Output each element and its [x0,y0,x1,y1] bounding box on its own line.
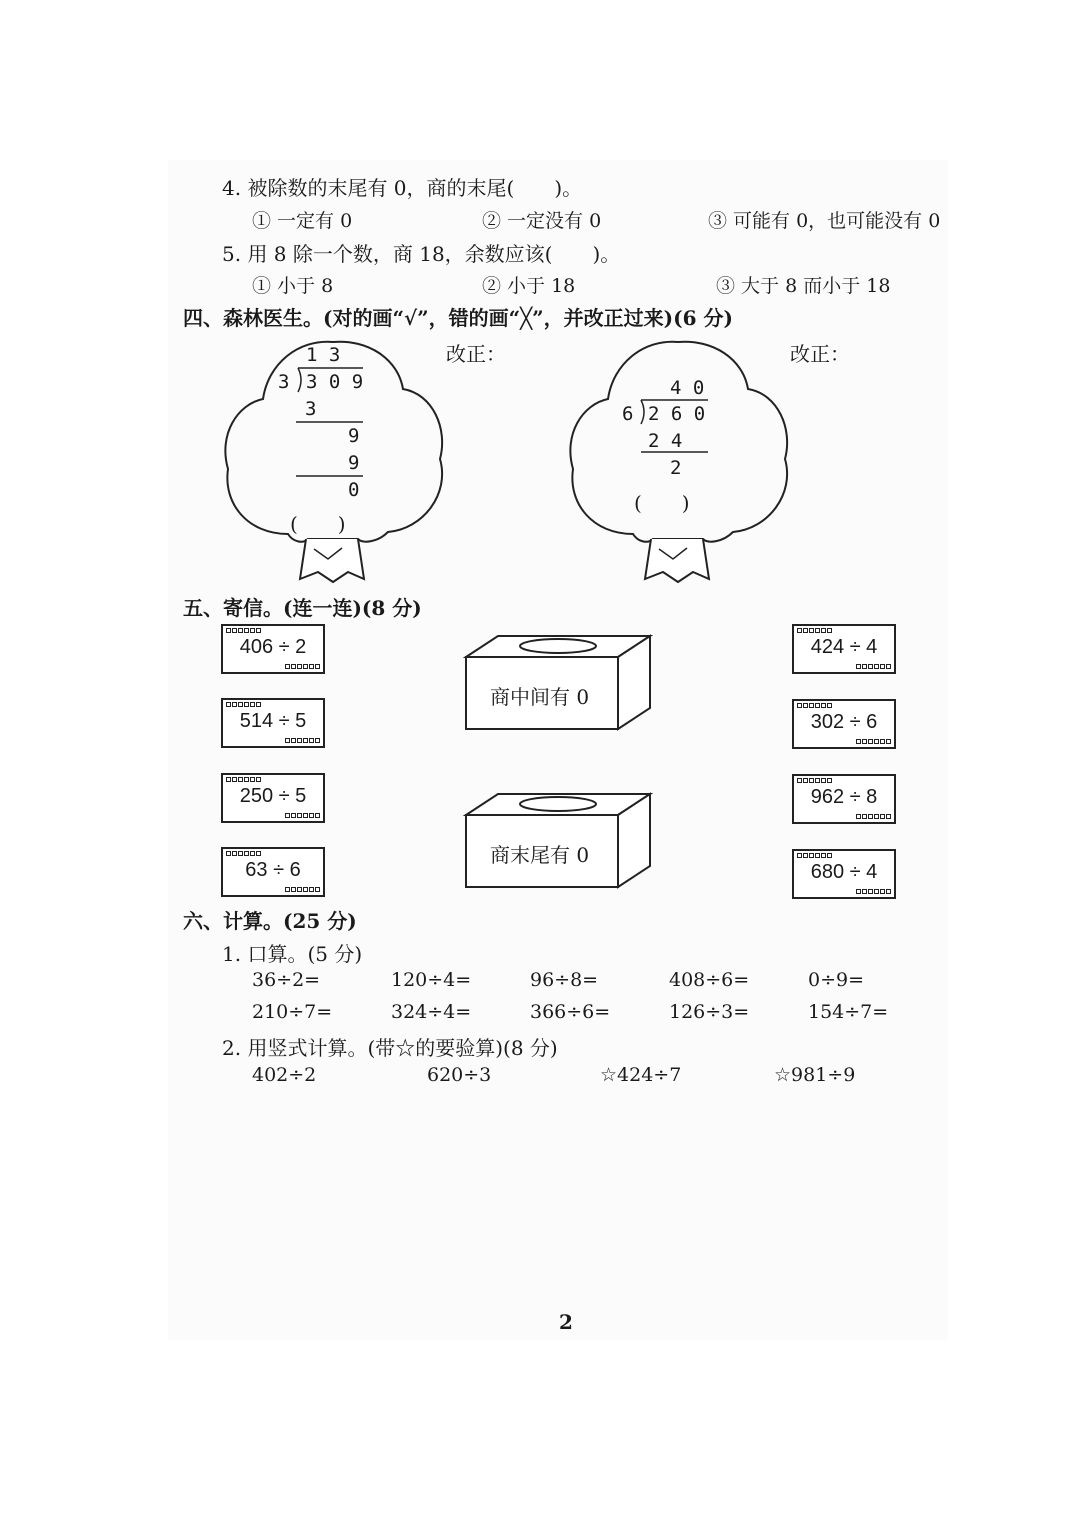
tree1-step-3: 9 [348,452,360,474]
mailbox-2-label: 商末尾有 0 [490,843,590,867]
mental-math-item[interactable]: 154÷7= [808,1001,889,1023]
stamp-box-icon [285,813,320,819]
stamp-box-icon [797,628,832,634]
letter-card-left-1[interactable] [221,624,325,674]
vertical-calc-item[interactable]: ☆981÷9 [774,1064,856,1086]
vertical-calc-item[interactable]: 620÷3 [427,1064,492,1086]
q4-option-2[interactable]: ② 一定没有 0 [482,210,602,232]
tree1-correction-label: 改正： [446,342,506,366]
vertical-calc-item[interactable]: ☆424÷7 [600,1064,682,1086]
q4-option-1[interactable]: ① 一定有 0 [252,210,353,232]
tree2-correction-label: 改正： [790,342,850,366]
letter-expression: 424 ÷ 4 [810,636,878,658]
page-number: 2 [559,1310,573,1334]
mental-math-item[interactable]: 96÷8= [530,969,599,991]
mental-math-item[interactable]: 0÷9= [808,969,865,991]
mental-math-item[interactable]: 36÷2= [252,969,321,991]
letter-card-right-1[interactable] [792,624,896,674]
letter-card-left-4[interactable] [221,847,325,897]
mental-math-item[interactable]: 126÷3= [669,1001,750,1023]
letter-expression: 302 ÷ 6 [810,711,878,733]
tree1-step-4: 0 [348,479,360,501]
vertical-calc-item[interactable]: 402÷2 [252,1064,317,1086]
mental-math-item[interactable]: 366÷6= [530,1001,611,1023]
letter-card-left-3[interactable] [221,773,325,823]
section-4-title: 四、森林医生。(对的画“√”，错的画“╳”，并改正过来)(6 分) [183,306,733,330]
q4-option-3[interactable]: ③ 可能有 0，也可能没有 0 [708,210,941,232]
stamp-box-icon [226,702,261,708]
stamp-box-icon [856,664,891,670]
tree1-divisor: 3 [278,371,290,393]
letter-card-right-4[interactable] [792,849,896,899]
section-5-title: 五、寄信。(连一连)(8 分) [183,596,422,620]
stamp-box-icon [856,739,891,745]
tree1-answer-blank[interactable]: ( ) [290,512,346,536]
mental-math-title: 1. 口算。(5 分) [222,942,363,966]
section-6-title: 六、计算。(25 分) [183,909,357,933]
tree1-step-1: 3 [305,398,317,420]
stamp-box-icon [285,887,320,893]
letter-card-right-2[interactable] [792,699,896,749]
stamp-box-icon [285,664,320,670]
letter-expression: 406 ÷ 2 [239,636,307,658]
tree1-step-2: 9 [348,425,360,447]
stamp-box-icon [285,738,320,744]
tree2-dividend: 2 6 0 [648,403,706,425]
letter-expression: 250 ÷ 5 [239,785,307,807]
question-5: 5. 用 8 除一个数，商 18，余数应该( )。 [222,242,621,266]
tree1-dividend: 3 0 9 [306,371,364,393]
stamp-box-icon [226,851,261,857]
letter-card-right-3[interactable] [792,774,896,824]
mailbox-1-label: 商中间有 0 [490,685,590,709]
stamp-box-icon [856,889,891,895]
mental-math-item[interactable]: 324÷4= [391,1001,472,1023]
mental-math-item[interactable]: 408÷6= [669,969,750,991]
tree2-quotient: 4 0 [670,377,705,399]
stamp-box-icon [226,628,261,634]
stamp-box-icon [797,853,832,859]
tree2-answer-blank[interactable]: ( ) [634,491,690,515]
vertical-calc-title: 2. 用竖式计算。(带☆的要验算)(8 分) [222,1036,558,1060]
mental-math-item[interactable]: 210÷7= [252,1001,333,1023]
tree2-step-2: 2 [670,457,682,479]
mental-math-item[interactable]: 120÷4= [391,969,472,991]
tree2-divisor: 6 [622,403,634,425]
q5-option-2[interactable]: ② 小于 18 [482,275,576,297]
tree2-step-1: 2 4 [648,430,683,452]
letter-expression: 63 ÷ 6 [245,859,301,881]
question-4: 4. 被除数的末尾有 0，商的末尾( )。 [222,176,583,200]
stamp-box-icon [856,814,891,820]
stamp-box-icon [226,777,261,783]
stamp-box-icon [797,703,832,709]
tree1-quotient: 1 3 [306,344,341,366]
letter-expression: 514 ÷ 5 [239,710,307,732]
q5-option-1[interactable]: ① 小于 8 [252,275,334,297]
letter-card-left-2[interactable] [221,698,325,748]
q5-option-3[interactable]: ③ 大于 8 而小于 18 [716,275,891,297]
letter-expression: 962 ÷ 8 [810,786,878,808]
stamp-box-icon [797,778,832,784]
letter-expression: 680 ÷ 4 [810,861,878,883]
